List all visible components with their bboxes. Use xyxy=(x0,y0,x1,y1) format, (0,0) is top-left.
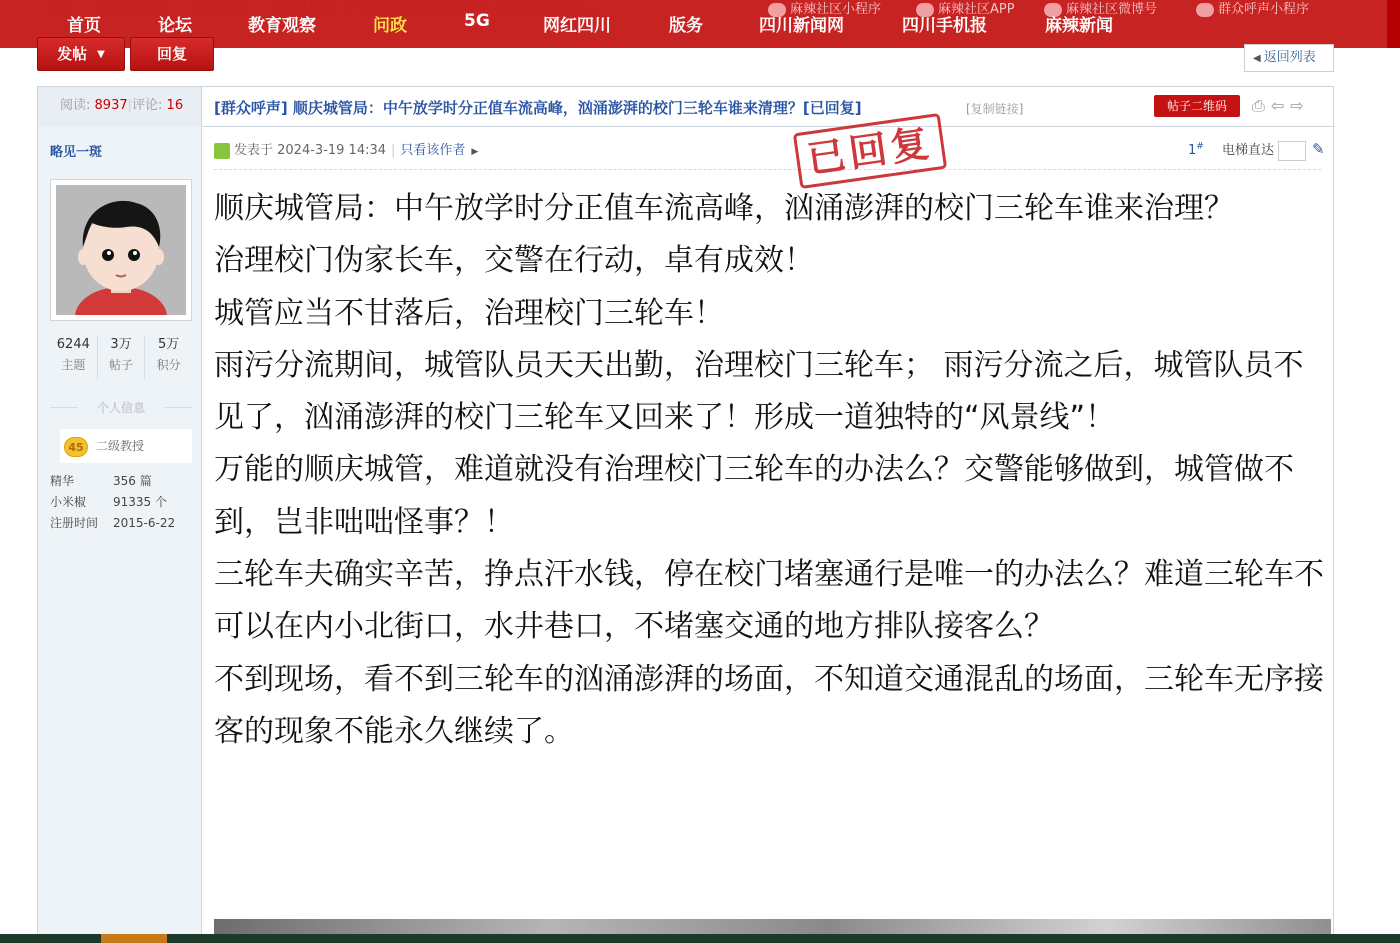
copy-link-button[interactable]: [复制链接] xyxy=(966,102,1024,116)
mini-program-link[interactable]: 麻辣社区小程序 xyxy=(768,0,881,17)
thread-container xyxy=(37,86,1334,943)
next-thread-icon[interactable]: ⇨ xyxy=(1290,96,1304,115)
post-paragraph: 雨污分流期间，城管队员天天出勤，治理校门三轮车； 雨污分流之后，城管队员不见了，汹涌澎湃的校门三轮车又回来了！形成一道独特的“风景线”！ xyxy=(214,347,1304,436)
post-paragraph: 三轮车夫确实辛苦，挣点汗水钱，停在校门堵塞通行是唯一的办法么？难道三轮车不可以在内小北街口，水井巷口，不堵塞交通的地方排队接客么？ xyxy=(214,557,1324,645)
author-name[interactable]: 略见一斑 xyxy=(50,145,103,160)
replies-label: 评论: xyxy=(132,98,163,113)
new-post-label: 发帖 xyxy=(57,45,88,63)
post-paragraph: 万能的顺庆城管，难道就没有治理校门三轮车的办法么？交警能够做到，城管做不到，岂非咄咄怪事？！ xyxy=(214,452,1294,540)
stat-label: 帖子 xyxy=(109,358,134,372)
level-badge-icon: 45 xyxy=(64,437,88,457)
replied-stamp: 已回复 xyxy=(793,113,947,189)
reply-label: 回复 xyxy=(156,45,187,63)
personal-info-title: 个人信息 xyxy=(50,399,192,416)
detail-key: 小米椒 xyxy=(50,495,87,509)
user-online-icon xyxy=(214,143,230,159)
nav-item-mala-news[interactable]: 麻辣新闻 xyxy=(1045,16,1113,36)
author-sidebar xyxy=(38,87,202,943)
nav-item-home[interactable]: 首页 xyxy=(67,16,101,36)
thread-qr-button[interactable]: 帖子二维码 xyxy=(1154,95,1240,117)
author-rank[interactable] xyxy=(60,429,192,463)
floor-number: 1 xyxy=(1188,143,1197,158)
chevron-down-icon: ▼ xyxy=(97,48,105,60)
stat-topics[interactable] xyxy=(50,335,98,379)
counts-separator: | xyxy=(127,98,133,113)
avatar-image xyxy=(56,185,186,315)
nav-item-wenzheng[interactable]: 问政 xyxy=(373,16,407,36)
pen-icon[interactable]: ✎ xyxy=(1311,140,1325,158)
nav-item-5g[interactable]: 5G xyxy=(464,11,490,31)
detail-digest xyxy=(50,472,152,489)
author-stats xyxy=(50,335,192,379)
views-count: 8937 xyxy=(94,98,128,113)
post-paragraph: 治理校门伪家长车，交警在行动，卓有成效！ xyxy=(214,243,814,279)
nav-item-banwu[interactable]: 版务 xyxy=(669,16,703,36)
voice-mini-program-link[interactable]: 群众呼声小程序 xyxy=(1196,0,1309,17)
detail-value: 356 篇 xyxy=(113,474,152,488)
prev-thread-icon[interactable]: ⇦ xyxy=(1270,96,1285,115)
floor-mark: # xyxy=(1196,141,1204,152)
reply-button[interactable] xyxy=(130,37,214,71)
detail-key: 精华 xyxy=(50,474,75,488)
post-paragraph: 顺庆城管局：中午放学时分正值车流高峰，汹涌澎湃的校门三轮车谁来治理？ xyxy=(214,191,1234,226)
stat-value: 5万 xyxy=(158,337,180,352)
stat-posts[interactable] xyxy=(98,335,146,379)
only-author-link[interactable]: 只看该作者 xyxy=(400,143,466,158)
post-paragraph: 城管应当不甘落后，治理校门三轮车！ xyxy=(214,295,724,331)
back-to-list-button[interactable] xyxy=(1244,44,1334,72)
nav-item-wanghong[interactable]: 网红四川 xyxy=(543,16,611,36)
thread-header xyxy=(38,87,1335,127)
divider xyxy=(214,169,1321,170)
bottom-bar-segment xyxy=(101,934,167,943)
detail-register-date xyxy=(50,514,175,531)
new-post-button[interactable] xyxy=(37,37,125,71)
floor-input[interactable] xyxy=(1278,141,1306,161)
nav-edge xyxy=(1387,0,1400,48)
stat-label: 积分 xyxy=(156,358,181,372)
stat-value: 3万 xyxy=(110,337,132,352)
back-to-list-label: 返回列表 xyxy=(1263,50,1316,65)
app-link[interactable]: 麻辣社区APP xyxy=(916,0,1015,17)
detail-xiaomijiao xyxy=(50,493,167,510)
floor-jump xyxy=(1188,139,1325,161)
detail-value: 91335 个 xyxy=(113,495,167,509)
post-meta xyxy=(214,139,478,159)
post-time: 发表于 2024-3-19 14:34 xyxy=(234,143,387,158)
stat-label: 主题 xyxy=(61,358,86,372)
chevron-left-icon: ◀ xyxy=(1253,53,1261,64)
post-content xyxy=(214,183,1324,758)
nav-item-mobile-paper[interactable]: 四川手机报 xyxy=(902,16,987,36)
nav-item-education[interactable]: 教育观察 xyxy=(248,16,316,36)
post-paragraph: 不到现场，看不到三轮车的汹涌澎湃的场面，不知道交通混乱的场面，三轮车无序接客的现象不能永久继续了。 xyxy=(214,661,1324,749)
elevator-label: 电梯直达 xyxy=(1221,143,1274,158)
detail-value: 2015-6-22 xyxy=(113,516,176,530)
detail-key: 注册时间 xyxy=(50,516,99,530)
triangle-right-icon[interactable]: ▶ xyxy=(471,147,479,157)
rank-label: 二级教授 xyxy=(96,439,145,453)
meta-separator: | xyxy=(391,143,396,158)
weibo-link[interactable]: 麻辣社区微博号 xyxy=(1044,0,1157,17)
views-label: 阅读: xyxy=(60,98,91,113)
stat-points[interactable] xyxy=(145,335,192,379)
voice-mini-program-icon xyxy=(1196,3,1214,17)
stat-value: 6244 xyxy=(56,337,90,352)
replies-count: 16 xyxy=(166,98,184,113)
nav-item-sichuan-news[interactable]: 四川新闻网 xyxy=(759,16,844,36)
thread-counts xyxy=(38,87,202,127)
thread-title[interactable]: [群众呼声] 顺庆城管局：中午放学时分正值车流高峰，汹涌澎湃的校门三轮车谁来清理？[已回复] xyxy=(214,99,862,117)
print-icon[interactable]: ⎙ xyxy=(1252,96,1265,115)
avatar[interactable] xyxy=(50,179,192,321)
nav-item-forum[interactable]: 论坛 xyxy=(158,16,192,36)
bottom-bar xyxy=(0,934,1400,943)
thread-tools xyxy=(1252,96,1310,116)
